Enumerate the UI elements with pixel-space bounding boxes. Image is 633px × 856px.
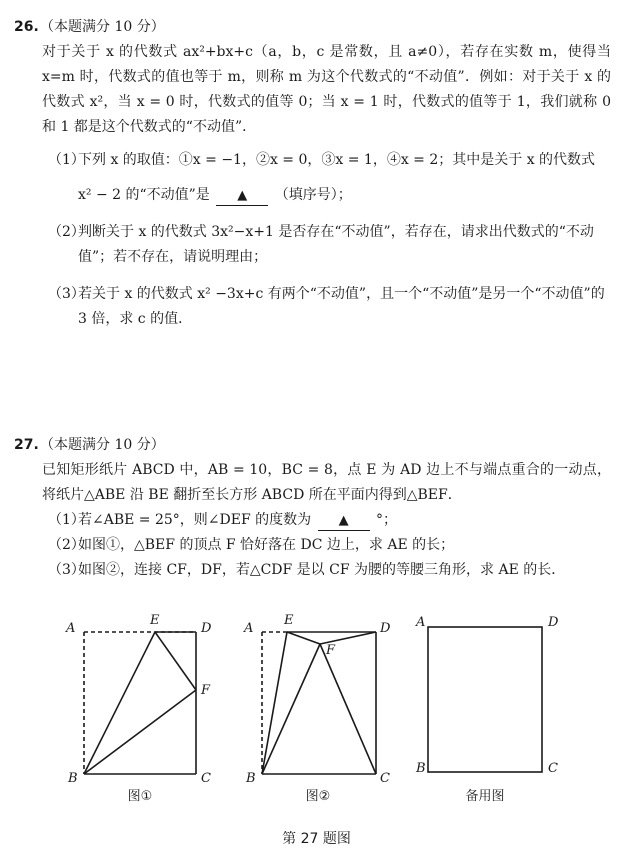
q26-part-1 [48,148,611,208]
figure-group-caption: 第 27 题图 [282,831,351,847]
fig1-segment-BE [84,632,155,774]
q27-part-1 [48,508,611,533]
fig3-label-A: A [416,615,426,630]
q27-part-2-label: （2） [48,537,85,553]
q27-part-2 [48,533,611,558]
q26-part-2 [48,220,611,270]
fig2-label-B: B [246,771,256,786]
q27-figures-svg [0,610,633,856]
q27-figures [0,610,633,856]
fig2-label-C: C [380,771,390,786]
q27-part-2-text: 如图①，△BEF 的顶点 F 恰好落在 DC 边上，求 AE 的长； [78,537,455,553]
q26-part-3-text: 若关于 x 的代数式 x² −3x+c 有两个“不动值”，且一个“不动值”是另一个“不动值”的 3 倍，求 c 的值． [78,286,605,327]
q26-number: 26. [14,19,39,35]
fig3-label-D: D [548,615,559,630]
fig3-caption: 备用图 [465,789,505,804]
q26-part-3-label: （3） [48,286,85,302]
fig2-label-E: E [284,613,294,628]
q27-score: （本题满分 10 分） [40,437,165,453]
figure-2 [262,632,376,774]
fig1-segment-EF [155,632,196,690]
q27-number: 27. [14,437,39,453]
fig1-label-B: B [68,771,78,786]
q26-answer-blank-1[interactable] [216,186,268,206]
q27-part-3 [48,558,611,583]
q27-part-3-text: 如图②，连接 CF，DF，若△CDF 是以 CF 为腰的等腰三角形，求 AE 的长． [78,562,566,578]
q26-score: （本题满分 10 分） [40,19,165,35]
q26-part-3 [48,282,611,332]
q26-part-1-line2-prefix: x² − 2 的“不动值”是 [78,187,210,203]
q26-heading [0,14,633,40]
triangle-marker-icon: ▲ [237,188,248,203]
question-26 [0,14,633,332]
q26-part-1-line2-suffix: （填序号）； [274,187,352,203]
q27-part-1-suffix: °； [376,512,398,528]
fig1-label-A: A [66,621,76,636]
q26-part-1-line2 [48,183,611,208]
q27-part-1-text [48,508,611,533]
q27-intro: 已知矩形纸片 ABCD 中，AB = 10，BC = 8，点 E 为 AD 边上不与端点重合的一动点，将纸片△ABE 沿 BE 翻折至长方形 ABCD 所在平面内得到△BEF． [42,462,611,503]
fig1-label-F: F [201,683,211,698]
fig1-caption: 图① [127,789,153,804]
q26-part-1-label: （1） [48,152,85,168]
q27-answer-blank-1[interactable] [318,511,370,531]
fig3-label-B: B [416,761,426,776]
figure-labels [65,613,559,786]
q27-part-1-prefix: 若∠ABE = 25°，则∠DEF 的度数为 [78,512,312,528]
fig2-label-A: A [244,621,254,636]
figure-1 [84,632,196,774]
fig1-label-E: E [150,613,160,628]
question-27 [0,432,633,583]
q26-intro: 对于关于 x 的代数式 ax²+bx+c（a，b，c 是常数，且 a≠0），若存在实数 m，使得当 x=m 时，代数式的值也等于 m，则称 m 为这个代数式的“不动值”．例如：对于关于 x 的代数式 x²，当 x = 0 时，代数式的值等 0；当 x = 1 时，代数式的值等于 1，我们就称 0 和 1 都是这个代数式的“不动值”． [42,44,611,135]
fig2-segment-EF [287,632,320,644]
fig1-label-C: C [201,771,211,786]
fig2-segment-BF [262,644,320,774]
figure-3-rectangle [428,627,542,772]
fig2-segment-BE [262,632,287,774]
q26-part-2-label: （2） [48,224,85,240]
fig3-label-C: C [548,761,558,776]
fig2-caption: 图② [305,789,331,804]
q27-heading [0,432,633,458]
fig2-segment-CF [320,644,376,774]
fig2-label-F: F [326,643,336,658]
fig1-label-D: D [201,621,212,636]
fig2-label-D: D [380,621,391,636]
triangle-marker-icon: ▲ [338,513,349,528]
q26-part-2-text: 判断关于 x 的代数式 3x²−x+1 是否存在“不动值”，若存在，请求出代数式的“不动值”；若不存在，请说明理由； [78,224,594,265]
fig1-segment-BF [84,690,196,774]
q27-part-3-label: （3） [48,562,85,578]
q27-part-1-label: （1） [48,512,85,528]
q26-part-1-line1: 下列 x 的取值：①x = −1，②x = 0，③x = 1，④x = 2；其中是关于 x 的代数式 [78,152,596,168]
